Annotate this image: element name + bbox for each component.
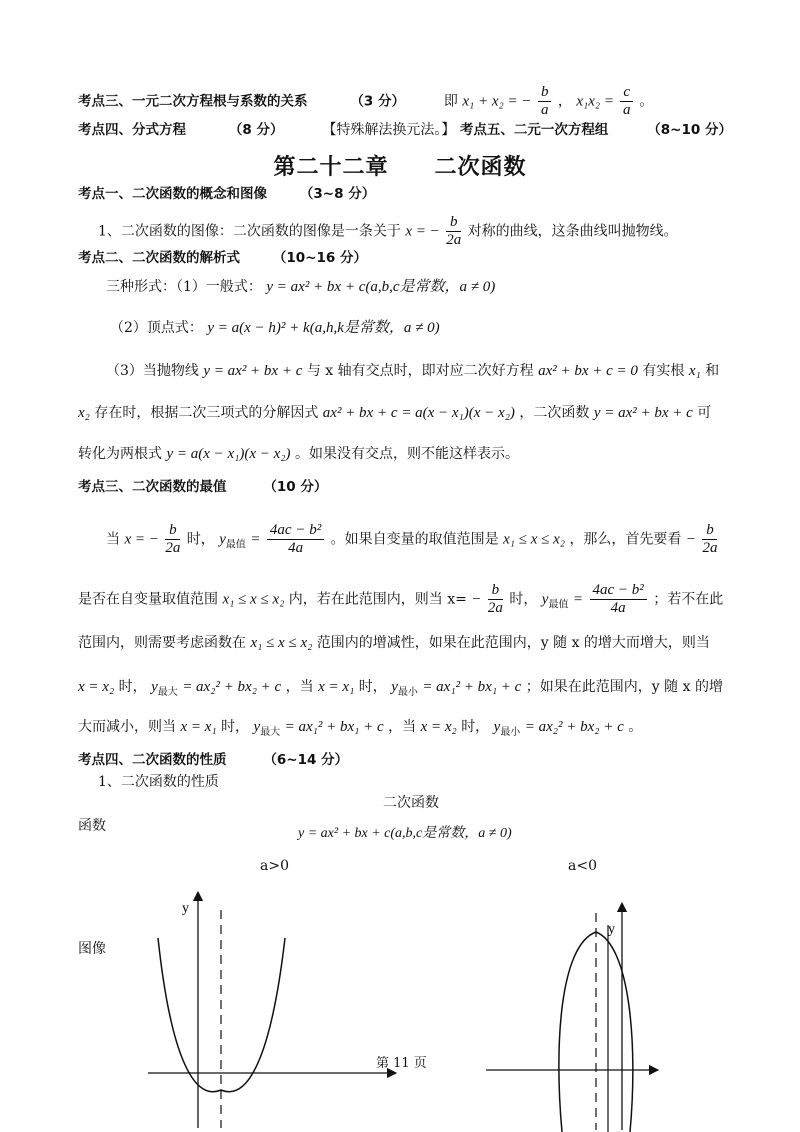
row-label-function: 函数 bbox=[78, 818, 106, 834]
text: 转化为两根式 bbox=[78, 446, 162, 462]
text: 范围内的增减性，如果在此范围内，y 随 x 的增大而增大，则当 bbox=[316, 635, 710, 651]
relation-line bbox=[78, 84, 654, 119]
text: 内，若在此范围内，则当 x= bbox=[288, 591, 467, 608]
text: 时， bbox=[118, 679, 147, 695]
eq: y bbox=[219, 531, 226, 548]
score: （8 分） bbox=[228, 122, 284, 138]
text: ，那么，首先要看 bbox=[569, 531, 682, 548]
paragraph bbox=[106, 522, 719, 557]
score: （3 分） bbox=[350, 93, 405, 110]
heading-text: 考点二、二次函数的解析式 bbox=[78, 250, 240, 266]
numerator: b bbox=[538, 84, 552, 102]
method-note: 【特殊解法换元法。】 bbox=[322, 122, 456, 138]
text: 当 bbox=[106, 531, 120, 548]
fraction bbox=[446, 214, 461, 249]
denominator: 2a bbox=[702, 540, 718, 556]
section-label: 考点五、二元一次方程组 bbox=[459, 122, 609, 138]
denominator: 4a bbox=[288, 540, 304, 556]
eq: y bbox=[541, 591, 549, 608]
factor-eq: ax² + bx + c = a(x − x₁)(x − x₂) bbox=[322, 405, 515, 421]
text: 时， bbox=[186, 531, 215, 548]
eq: x₂ bbox=[78, 405, 90, 421]
paragraph bbox=[78, 633, 710, 653]
eq: x = x₂ bbox=[78, 679, 115, 695]
text: ；如果在此范围内，y 随 x 的增 bbox=[525, 679, 723, 695]
eq: = ax₂² + bx₂ + c bbox=[524, 719, 624, 735]
heading-text: 考点四、二次函数的性质 bbox=[78, 752, 227, 768]
axis-eq: x = − bbox=[405, 223, 440, 240]
eq: x = x₁ bbox=[318, 679, 355, 695]
score: （10 分） bbox=[263, 479, 328, 495]
text: ，二次函数 bbox=[519, 405, 590, 421]
numerator: b bbox=[488, 582, 503, 600]
text: 1、二次函数的图像：二次函数的图像是一条关于 bbox=[98, 223, 401, 240]
eq: x = x₁ bbox=[180, 719, 217, 735]
vertex-form-eq: y = a(x − h)² + k(a,h,k是常数，a ≠ 0) bbox=[207, 320, 440, 336]
denominator: a bbox=[540, 102, 549, 118]
paragraph bbox=[78, 677, 723, 703]
text: 。 bbox=[628, 719, 643, 735]
eq: − bbox=[685, 531, 697, 548]
text: ；若不在此 bbox=[653, 591, 724, 608]
period: 。 bbox=[639, 93, 654, 110]
paragraph bbox=[78, 717, 642, 743]
parabola-upward-graph bbox=[140, 890, 400, 1130]
y-axis-label: y bbox=[608, 922, 615, 937]
eq: = ax₂² + bx₂ + c bbox=[182, 679, 282, 695]
subscript: 最值 bbox=[225, 539, 246, 551]
column-a-negative: a<0 bbox=[568, 858, 597, 874]
text: 是否在自变量取值范围 bbox=[78, 591, 218, 608]
eq: x = x₂ bbox=[420, 719, 457, 735]
text: 大而减小，则当 bbox=[78, 719, 176, 735]
subscript: 最值 bbox=[548, 599, 569, 611]
text: 。如果自变量的取值范围是 bbox=[330, 531, 499, 548]
function-eq: y = ax² + bx + c(a,b,c是常数，a ≠ 0) bbox=[298, 826, 512, 841]
subscript: 最小 bbox=[500, 726, 521, 738]
text: 时， bbox=[461, 719, 490, 735]
score: （3~8 分） bbox=[299, 186, 376, 202]
text: ，当 bbox=[285, 679, 314, 695]
paragraph bbox=[110, 318, 440, 338]
sub-heading: 1、二次函数的性质 bbox=[98, 774, 219, 790]
numerator: b bbox=[446, 214, 461, 232]
eq: = bbox=[572, 591, 584, 608]
text: 时， bbox=[358, 679, 387, 695]
intro-text: 即 bbox=[443, 93, 458, 110]
score: （10~16 分） bbox=[272, 250, 367, 266]
heading-text: 考点一、二次函数的概念和图像 bbox=[78, 186, 267, 202]
text: 时， bbox=[221, 719, 250, 735]
denominator: a bbox=[623, 102, 631, 118]
fraction bbox=[267, 522, 324, 557]
paragraph bbox=[78, 403, 711, 423]
eq: = bbox=[250, 531, 261, 548]
numerator: c bbox=[620, 84, 633, 102]
denominator: 2a bbox=[446, 232, 462, 248]
text: 范围内，则需要考虑函数在 bbox=[78, 635, 246, 651]
eq: y bbox=[151, 679, 158, 695]
score: （6~14 分） bbox=[263, 752, 349, 768]
subscript: 最小 bbox=[397, 686, 418, 698]
section-heading bbox=[78, 750, 348, 770]
text: 。如果没有交点，则不能这样表示。 bbox=[294, 446, 519, 462]
text: 与 x 轴有交点时，即对应二次好方程 bbox=[306, 363, 534, 379]
score: （8~10 分） bbox=[647, 122, 732, 138]
separator: ， bbox=[557, 93, 572, 110]
section-heading bbox=[78, 477, 327, 497]
chapter-title: 第二十二章 二次函数 bbox=[273, 155, 527, 180]
eq: y bbox=[391, 679, 398, 695]
eq: x₁ ≤ x ≤ x₂ bbox=[222, 591, 285, 608]
section-heading bbox=[78, 184, 375, 204]
text: 和 bbox=[705, 363, 720, 379]
numerator: b bbox=[702, 522, 717, 540]
numerator: 4ac − b² bbox=[590, 582, 647, 600]
fraction bbox=[590, 582, 647, 617]
denominator: 2a bbox=[165, 540, 181, 556]
table-header: 二次函数 bbox=[383, 795, 439, 811]
page-number: 第 11 页 bbox=[376, 1056, 427, 1071]
heading-text: 考点三、二次函数的最值 bbox=[78, 479, 227, 495]
two-root-eq: y = a(x − x₁)(x − x₂) bbox=[166, 446, 291, 462]
paragraph bbox=[78, 582, 723, 617]
section-label: 考点三、一元二次方程根与系数的关系 bbox=[78, 93, 308, 110]
row-label-graph: 图像 bbox=[78, 941, 106, 957]
paragraph bbox=[98, 214, 678, 249]
fraction-b-a bbox=[538, 84, 552, 119]
fraction-equation-line bbox=[78, 120, 732, 140]
eq: x₁ bbox=[688, 363, 701, 379]
general-form-eq: y = ax² + bx + c(a,b,c是常数，a ≠ 0) bbox=[266, 279, 496, 295]
fraction bbox=[165, 522, 180, 557]
section-heading bbox=[78, 248, 367, 268]
fraction-c-a bbox=[620, 84, 633, 119]
fraction bbox=[488, 582, 503, 617]
text: 三种形式：（1）一般式： bbox=[106, 279, 262, 295]
paragraph bbox=[106, 277, 495, 297]
section-label: 考点四、分式方程 bbox=[78, 122, 186, 138]
subscript: 最大 bbox=[157, 686, 178, 698]
eq: x₁ ≤ x ≤ x₂ bbox=[250, 635, 313, 651]
text: 可 bbox=[697, 405, 712, 421]
sum-roots-eq: x₁ + x₂ = − bbox=[462, 93, 532, 110]
parabola-downward-graph bbox=[480, 895, 660, 1132]
eq: − bbox=[471, 591, 482, 608]
text: 有实根 bbox=[642, 363, 685, 379]
eq: = ax₁² + bx₁ + c bbox=[422, 679, 522, 695]
text: （3）当抛物线 bbox=[106, 363, 199, 379]
numerator: 4ac − b² bbox=[267, 522, 324, 540]
eq: y bbox=[253, 719, 261, 735]
fraction bbox=[702, 522, 717, 557]
eq: y bbox=[493, 719, 501, 735]
eq: y = ax² + bx + c bbox=[593, 405, 693, 421]
text: 存在时，根据二次三项式的分解因式 bbox=[94, 405, 319, 421]
subscript: 最大 bbox=[260, 726, 281, 738]
text: （2）顶点式： bbox=[110, 320, 203, 336]
denominator: 4a bbox=[610, 600, 626, 616]
text: 对称的曲线，这条曲线叫抛物线。 bbox=[467, 223, 678, 240]
eq: x = − bbox=[124, 531, 159, 548]
eq: ax² + bx + c = 0 bbox=[538, 363, 638, 379]
column-a-positive: a>0 bbox=[260, 858, 289, 874]
eq: y = ax² + bx + c bbox=[203, 363, 303, 379]
paragraph bbox=[78, 444, 519, 464]
text: 时， bbox=[509, 591, 538, 608]
numerator: b bbox=[165, 522, 180, 540]
eq: = ax₁² + bx₁ + c bbox=[284, 719, 384, 735]
text: ，当 bbox=[388, 719, 417, 735]
product-roots-eq: x₁x₂ = bbox=[576, 93, 614, 110]
eq: x₁ ≤ x ≤ x₂ bbox=[503, 531, 565, 548]
y-axis-label: y bbox=[182, 901, 189, 916]
paragraph bbox=[106, 361, 719, 381]
denominator: 2a bbox=[487, 600, 503, 616]
